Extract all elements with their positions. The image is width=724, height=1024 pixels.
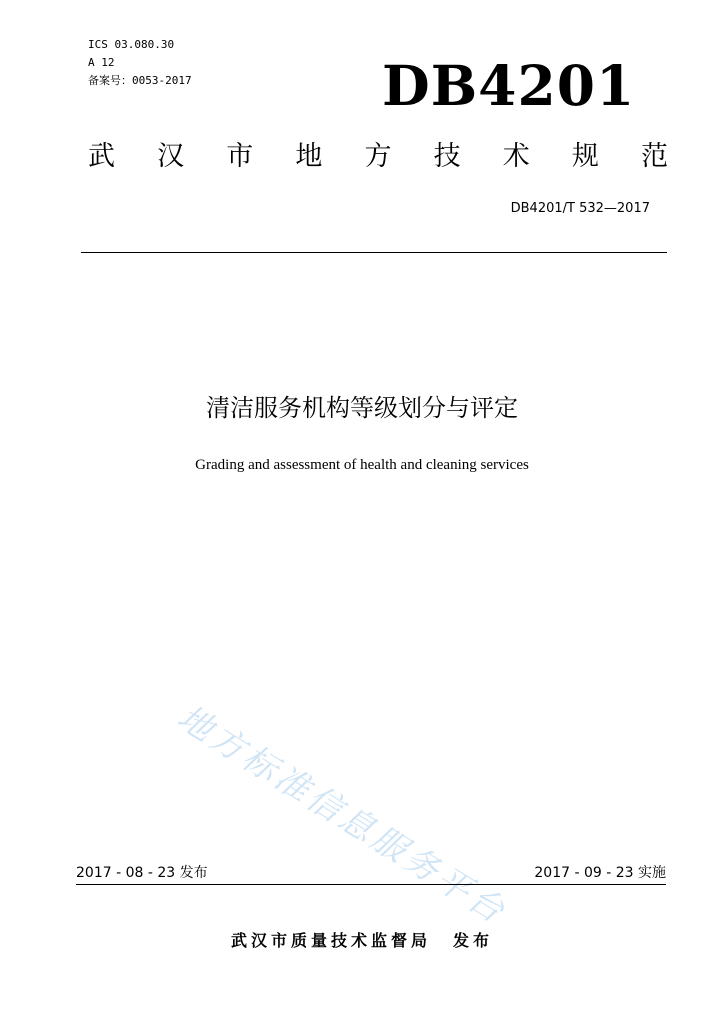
spec-type-char: 术 (502, 141, 530, 172)
top-divider (81, 252, 667, 253)
ics-code: ICS 03.080.30 (88, 38, 175, 51)
spec-type-char: 方 (364, 141, 392, 172)
issuer-org: 武汉市质量技术监督局 (230, 931, 431, 950)
spec-type-char: 武 (88, 141, 115, 172)
spec-type-char: 市 (226, 141, 254, 172)
spec-type-heading (88, 143, 668, 170)
issuer-action: 发布 (453, 931, 494, 950)
title-english: Grading and assessment of health and cleaning services (195, 457, 529, 473)
standard-number: DB4201/T 532—2017 (510, 201, 650, 216)
spec-type-char: 技 (433, 141, 461, 172)
publish-date: 2017 - 08 - 23 发布 (76, 865, 208, 881)
db-code: DB4201 (382, 53, 636, 118)
record-number: 备案号：0053-2017 (88, 74, 192, 87)
spec-type-char: 汉 (157, 141, 185, 172)
spec-type-char: 规 (571, 141, 599, 172)
classification-code: A 12 (88, 56, 115, 69)
issuer-line (0, 933, 724, 949)
spec-type-char: 范 (641, 141, 668, 172)
implement-date: 2017 - 09 - 23 实施 (534, 865, 666, 881)
title-chinese: 清洁服务机构等级划分与评定 (206, 394, 518, 422)
watermark: 地方标准信息服务平台 (170, 697, 514, 933)
spec-type-char: 地 (295, 141, 323, 172)
bottom-divider (76, 884, 666, 885)
